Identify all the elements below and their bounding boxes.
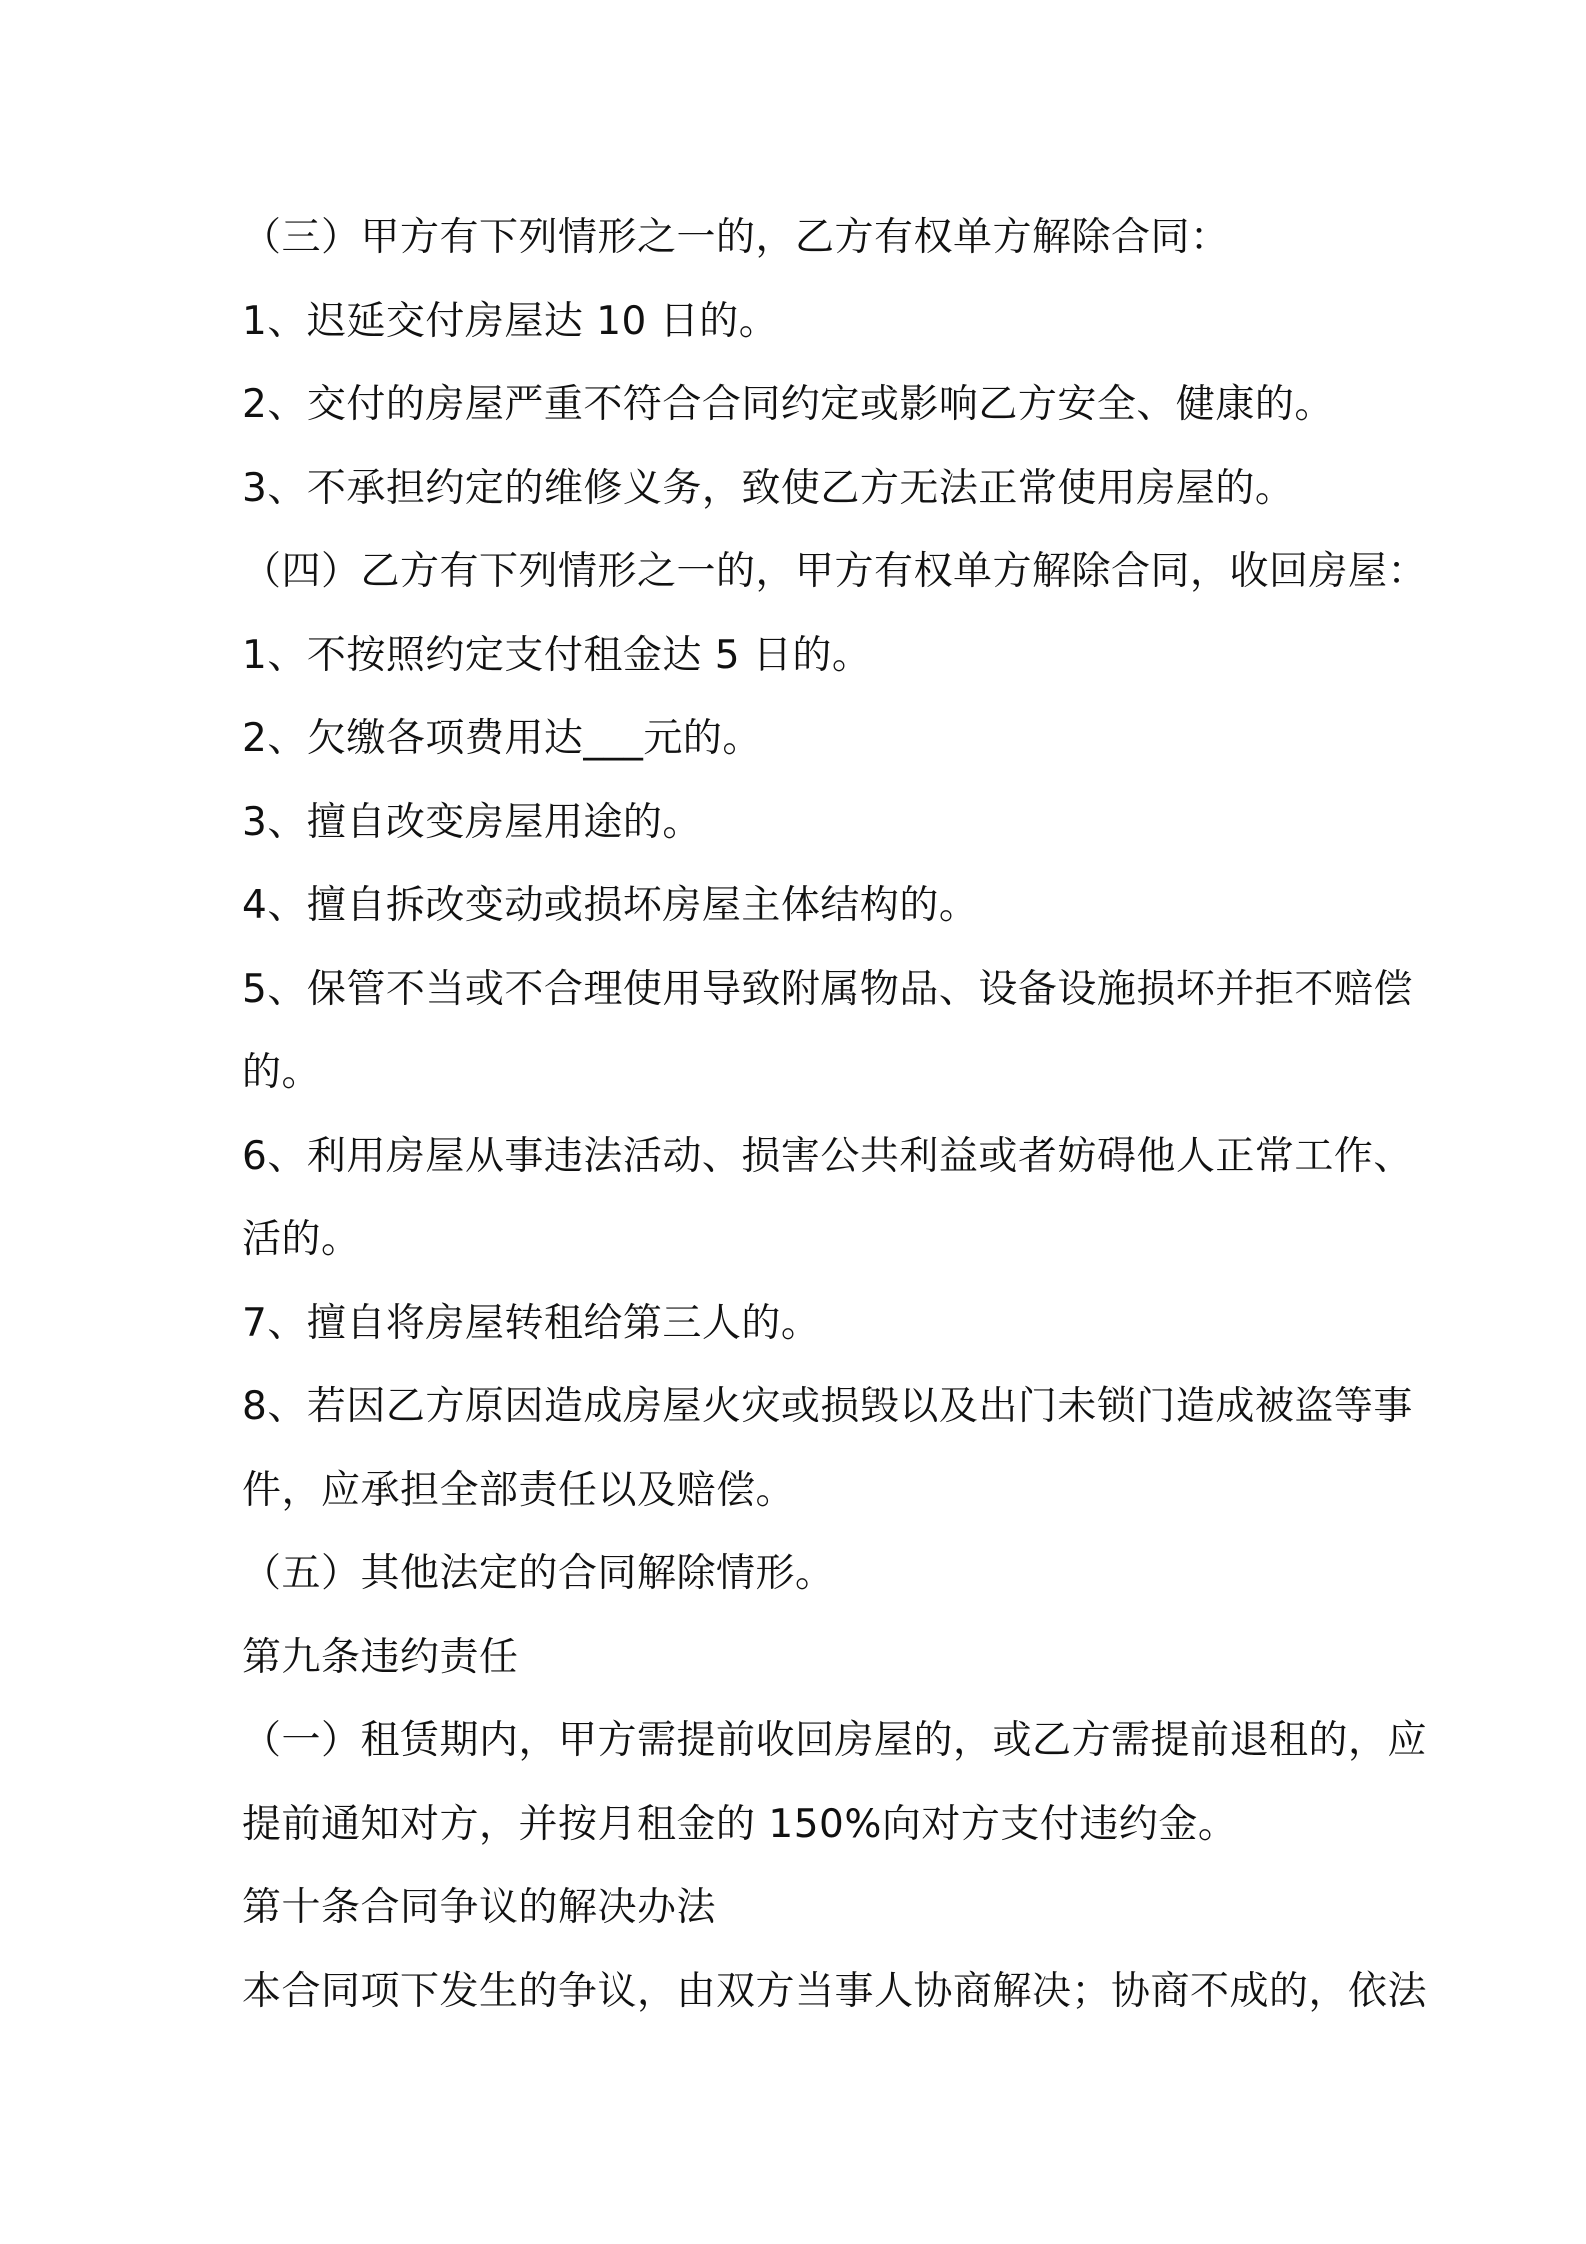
clause-3-item-1: 1、迟延交付房屋达 10 日的。 bbox=[242, 298, 779, 344]
clause-4-item-3: 3、擅自改变房屋用途的。 bbox=[242, 799, 702, 845]
article-9-item-1: （一）租赁期内，甲方需提前收回房屋的，或乙方需提前退租的，应 bbox=[242, 1718, 1428, 1763]
clause-4-item-4: 4、擅自拆改变动或损坏房屋主体结构的。 bbox=[242, 883, 979, 928]
clause-4-heading: （四）乙方有下列情形之一的，甲方有权单方解除合同，收回房屋： bbox=[242, 549, 1428, 594]
clause-3-item-3: 3、不承担约定的维修义务，致使乙方无法正常使用房屋的。 bbox=[242, 465, 1295, 511]
article-9-item-1-cont: 提前通知对方，并按月租金的 150%向对方支付违约金。 bbox=[242, 1801, 1238, 1847]
article-10-title: 第十条合同争议的解决办法 bbox=[242, 1885, 717, 1930]
clause-4-item-1: 1、不按照约定支付租金达 5 日的。 bbox=[242, 632, 872, 678]
clause-4-item-6: 6、利用房屋从事违法活动、损害公共利益或者妨碍他人正常工作、 bbox=[242, 1133, 1413, 1179]
clause-4-item-5-cont: 的。 bbox=[242, 1050, 322, 1095]
clause-3-heading: （三）甲方有下列情形之一的，乙方有权单方解除合同： bbox=[242, 215, 1230, 260]
clause-4-item-2: 2、欠缴各项费用达___元的。 bbox=[242, 716, 762, 761]
document-body bbox=[242, 196, 1428, 2033]
clause-4-item-8-cont: 件，应承担全部责任以及赔偿。 bbox=[242, 1467, 796, 1513]
clause-5-heading: （五）其他法定的合同解除情形。 bbox=[242, 1551, 835, 1596]
clause-4-item-6-cont: 活的。 bbox=[242, 1217, 361, 1262]
clause-3-item-2: 2、交付的房屋严重不符合合同约定或影响乙方安全、健康的。 bbox=[242, 382, 1334, 427]
article-9-title: 第九条违约责任 bbox=[242, 1634, 519, 1680]
clause-4-item-7: 7、擅自将房屋转租给第三人的。 bbox=[242, 1300, 821, 1346]
clause-4-item-5: 5、保管不当或不合理使用导致附属物品、设备设施损坏并拒不赔偿 bbox=[242, 966, 1413, 1012]
article-10-body: 本合同项下发生的争议，由双方当事人协商解决；协商不成的，依法 bbox=[242, 1968, 1428, 2014]
clause-4-item-8: 8、若因乙方原因造成房屋火灾或损毁以及出门未锁门造成被盗等事 bbox=[242, 1384, 1413, 1429]
